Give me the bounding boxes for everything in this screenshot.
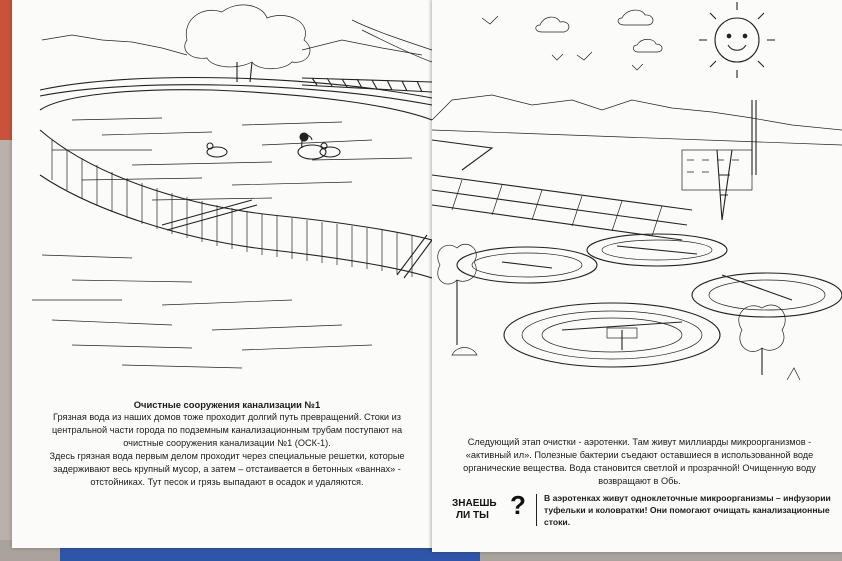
badge-line-1: ЗНАЕШЬ <box>452 498 497 509</box>
power-tower <box>717 150 732 220</box>
settling-tank-illustration <box>12 0 436 395</box>
badge-line-2: ЛИ ТЫ <box>456 510 489 521</box>
tree-right <box>739 305 785 352</box>
right-paragraph: Следующий этап очистки - аэротенки. Там живут миллиарды микроорганизмов - «активный ил». Полезные бактерии съедают оставшиеся в использованной воде органические вещества. Вода становится светлой и прозрачной! Очищенную воду возвращают в Обь. <box>463 437 816 486</box>
rectangular-tanks <box>432 175 692 240</box>
did-you-know-text: В аэротенках живут одноклеточные микроорганизмы – инфузории туфельки и коловратки! Они помогают очищать канализационные стоки. <box>544 493 831 527</box>
left-heading: Очистные сооружения канализации №1 <box>133 399 321 410</box>
left-paragraph-1: Грязная вода из наших домов тоже проходит долгий путь превращений. Стоки из центральной части города по подземным канализационным трубам поступают на очистные сооружения канализации №1 (ОСК-1). <box>51 412 403 448</box>
right-page <box>432 0 842 552</box>
smiling-sun-icon <box>715 18 759 62</box>
badge-divider <box>536 494 537 526</box>
round-tank-3 <box>692 273 842 317</box>
right-text-block <box>452 436 827 488</box>
bird <box>482 16 643 70</box>
did-you-know-box <box>452 492 832 532</box>
did-you-know-badge <box>452 490 534 524</box>
cloud <box>536 17 569 32</box>
tree-crown <box>185 5 310 69</box>
left-page <box>12 0 436 548</box>
aeration-tanks-illustration <box>432 0 842 395</box>
round-tank-4 <box>504 303 720 367</box>
question-mark-icon: ? <box>510 490 526 520</box>
left-paragraph-2: Здесь грязная вода первым делом проходит через специальные решетки, которые задерживают весь крупный мусор, а затем – отстаивается в бетонных «ваннах» - отстойниках. Тут песок и грязь выпадают в осадок и удаляются. <box>49 451 405 487</box>
left-text-block <box>32 398 422 489</box>
